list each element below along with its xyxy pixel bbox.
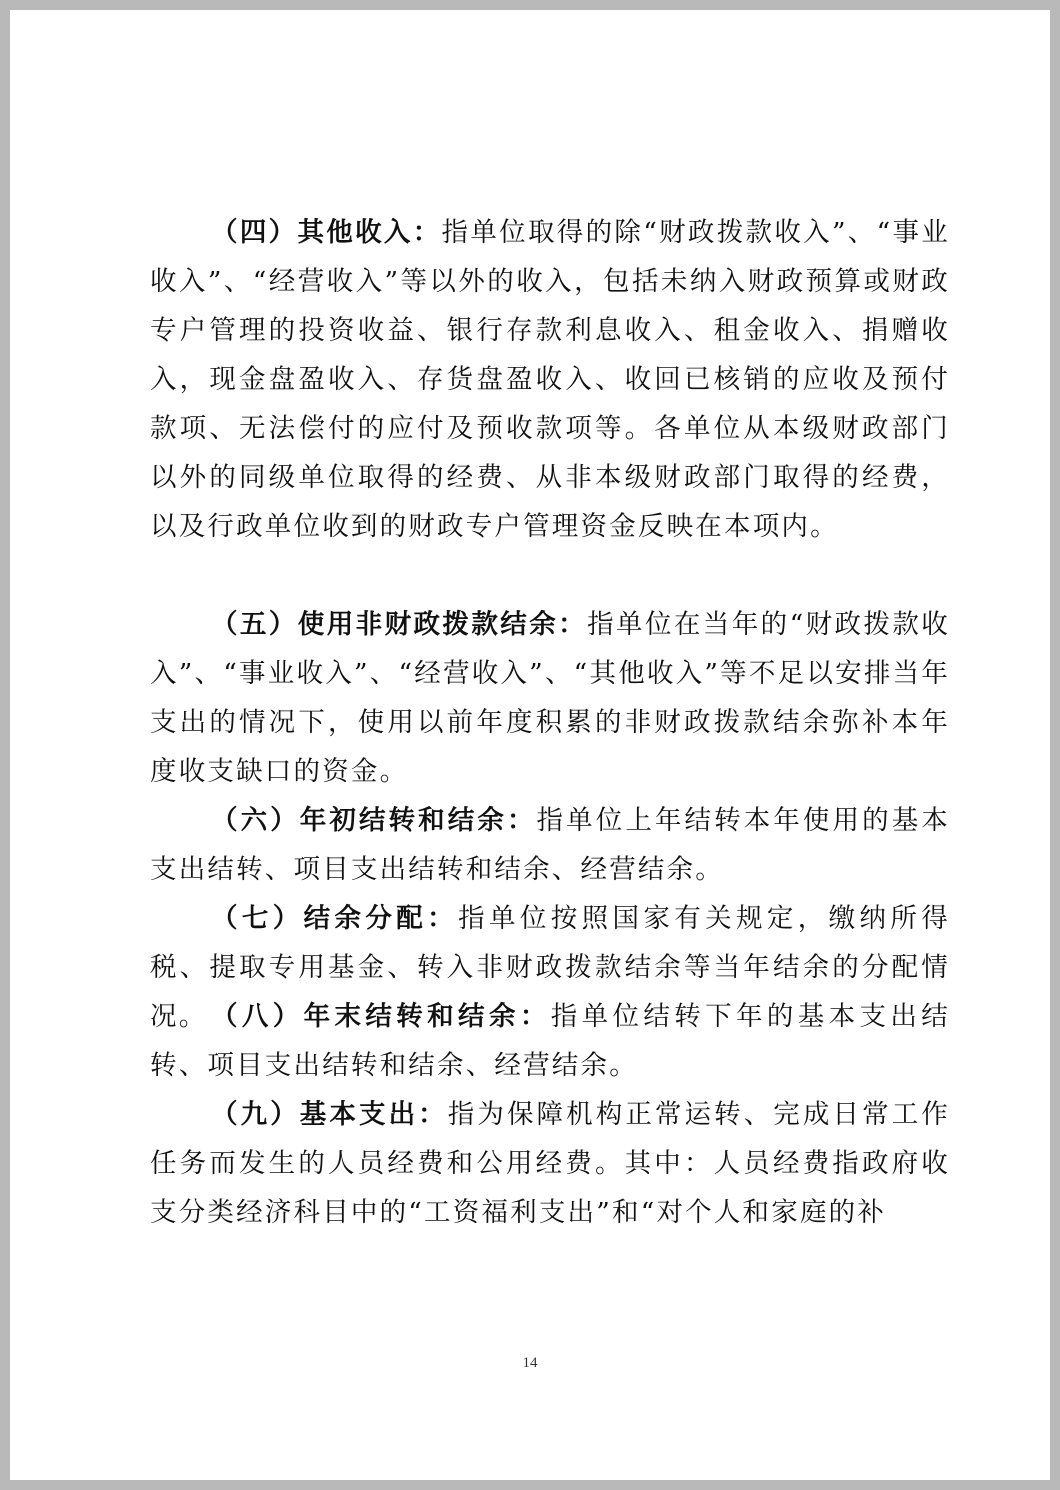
- paragraph-body: 指单位在当年的“财政拨款收入”、“事业收入”、“经营收入”、“其他收入”等不足以安排当年支出的情况下，使用以前年度积累的非财政拨款结余弥补本年度收支缺口的资金。: [150, 609, 950, 787]
- paragraph-body: 指单位取得的除“财政拨款收入”、“事业收入”、“经营收入”等以外的收入，包括未纳入财政预算或财政专户管理的投资收益、银行存款利息收入、租金收入、捐赠收入，现金盘盈收入、存货盘盈收入、收回已核销的应收及预付款项、无法偿付的应付及预收款项等。各单位从本级财政部门以外的同级单位取得的经费、从非本级财政部门取得的经费，以及行政单位收到的财政专户管理资金反映在本项内。: [150, 217, 950, 542]
- paragraph-heading: （六）年初结转和结余：: [211, 805, 537, 836]
- document-page: [10, 10, 1050, 1480]
- paragraph-other-income: [150, 208, 950, 551]
- paragraph-body: 指单位结转下年的基本支出结转、项目支出结转和结余、经营结余。: [150, 1001, 950, 1081]
- paragraph-beginning-balance: [150, 796, 950, 894]
- page-number: 14: [522, 1355, 538, 1371]
- paragraph-heading: （八）年末结转和结余：: [211, 1001, 551, 1032]
- paragraph-heading: （九）基本支出：: [211, 1099, 448, 1130]
- paragraph-year-end-balance: [150, 992, 950, 1090]
- paragraph-body: 指单位上年结转本年使用的基本支出结转、项目支出结转和结余、经营结余。: [150, 805, 950, 885]
- paragraph-heading: （四）其他收入：: [211, 217, 442, 248]
- paragraph-non-fiscal-surplus: [150, 600, 950, 796]
- paragraph-heading: （七）结余分配：: [211, 903, 459, 934]
- paragraph-basic-expenditure: [150, 1090, 950, 1237]
- paragraph-heading: （五）使用非财政拨款结余：: [211, 609, 588, 640]
- paragraph-body: 指单位按照国家有关规定，缴纳所得税、提取专用基金、转入非财政拨款结余等当年结余的分配情况。: [150, 903, 950, 1032]
- paragraph-body: 指为保障机构正常运转、完成日常工作任务而发生的人员经费和公用经费。其中：人员经费指政府收支分类经济科目中的“工资福利支出”和“对个人和家庭的补: [150, 1099, 950, 1228]
